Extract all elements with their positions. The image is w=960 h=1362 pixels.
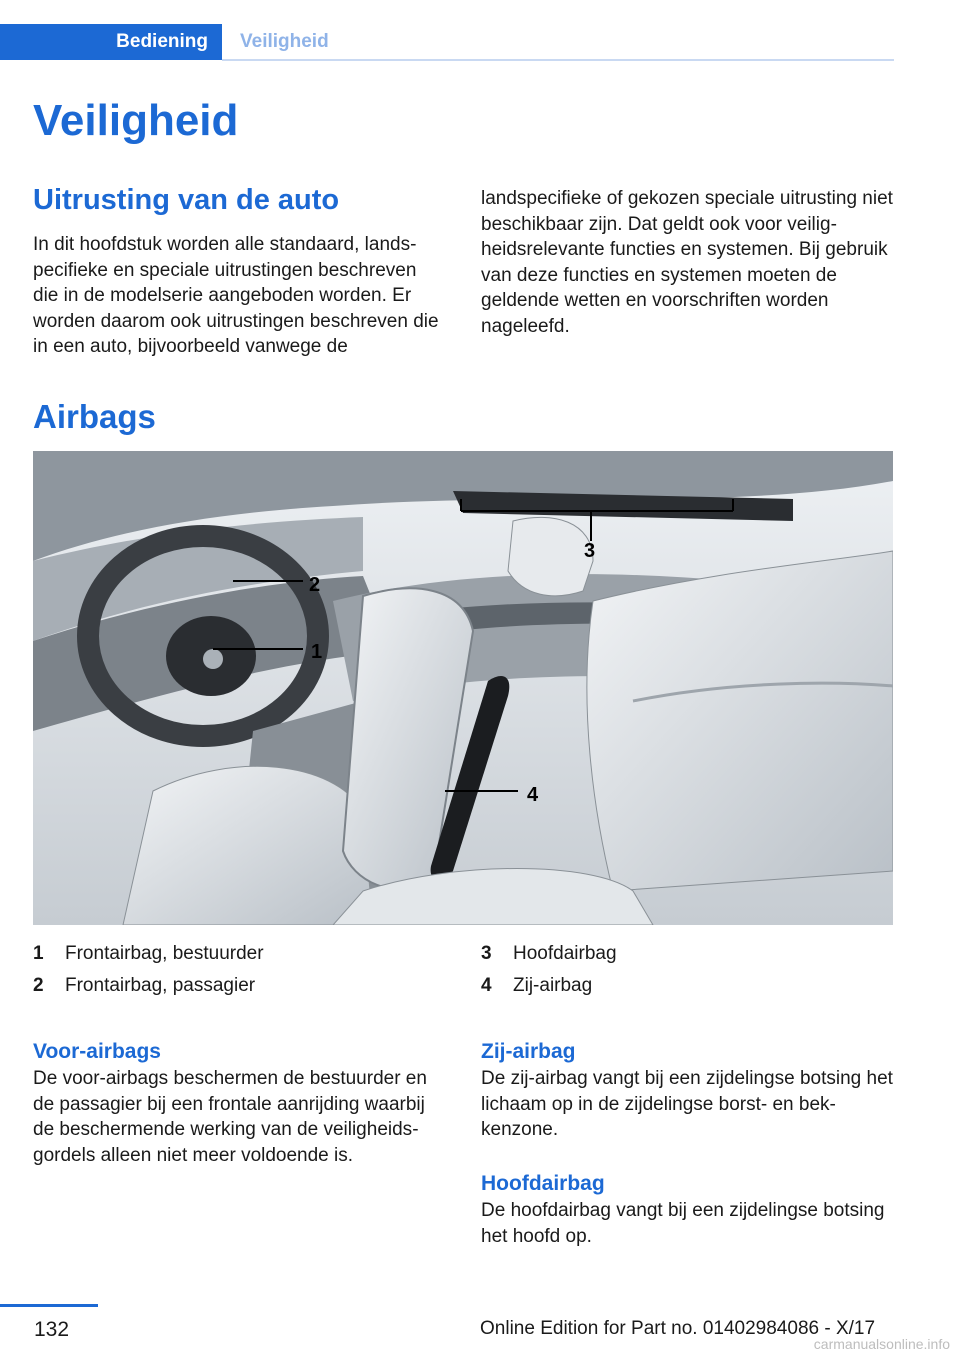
page-title: Veiligheid	[33, 96, 239, 145]
hoofdairbag-title: Hoofdairbag	[481, 1172, 605, 1195]
hoofdairbag-text: De hoofdairbag vangt bij een zijdelingse botsing het hoofd op.	[481, 1200, 885, 1247]
legend-number: 3	[481, 943, 492, 964]
tab-bediening[interactable]: Bediening	[0, 24, 222, 60]
watermark: carmanualsonline.info	[813, 1336, 950, 1352]
voor-airbags-text: De voor-airbags beschermen de bestuurder en de passagier bij een frontale aanrijding waarbij de beschermende werking van de veiligheidsgordels alleen niet meer voldoende is.	[33, 1068, 427, 1166]
legend-number: 2	[33, 975, 44, 996]
legend-item	[481, 938, 617, 970]
car-interior-drawing	[33, 451, 893, 925]
tab-divider	[222, 59, 894, 61]
legend-number: 4	[481, 975, 492, 996]
zij-airbag-title: Zij-airbag	[481, 1040, 576, 1063]
uitrusting-text-right: landspecifieke of gekozen speciale uitrusting niet beschikbaar zijn. Dat geldt ook voor veiligheidsrelevante functies en systemen. Bij gebruik van deze functies en systemen moeten de geldende wetten en voorschriften worden nageleefd.	[481, 188, 893, 337]
figure-label-1: 1	[311, 641, 323, 663]
hoofdairbag-section	[481, 1172, 893, 1249]
zij-airbag-text: De zij-airbag vangt bij een zijdelingse botsing het lichaam op in de zijdelingse borst- en bekkenzone.	[481, 1068, 893, 1140]
legend-number: 1	[33, 943, 44, 964]
section-title-uitrusting: Uitrusting van de auto	[33, 184, 340, 216]
legend-label: Hoofdairbag	[513, 943, 617, 964]
legend-label: Frontairbag, bestuurder	[65, 943, 264, 964]
legend-item	[33, 938, 264, 970]
section-title-airbags: Airbags	[33, 398, 156, 435]
figure-label-4: 4	[527, 784, 539, 806]
tab-veiligheid[interactable]: Veiligheid	[240, 31, 329, 52]
edition-note: Online Edition for Part no. 01402984086 - X/17	[480, 1318, 876, 1339]
legend-label: Zij-airbag	[513, 975, 593, 996]
voor-airbags-title: Voor-airbags	[33, 1040, 161, 1063]
figure-label-3: 3	[584, 540, 596, 562]
zij-airbag-section	[481, 1040, 893, 1143]
uitrusting-text-left: In dit hoofdstuk worden alle standaard, landspecifieke en speciale uitrustingen beschreven die in de modelserie aangeboden worden. Er worden daarom ook uitrustingen beschreven die in een auto, bijvoorbeeld vanwege de	[33, 234, 439, 357]
chapter-tab-bar	[0, 24, 894, 62]
legend-left	[33, 938, 264, 1002]
legend-item	[33, 970, 264, 1002]
page-number: 132	[34, 1318, 70, 1341]
voor-airbags-section	[33, 1040, 443, 1168]
airbag-illustration	[33, 451, 893, 925]
legend-label: Frontairbag, passagier	[65, 975, 256, 996]
figure-label-2: 2	[309, 574, 321, 596]
footer-rule	[0, 1304, 98, 1307]
legend-item	[481, 970, 617, 1002]
legend-right	[481, 938, 617, 1002]
